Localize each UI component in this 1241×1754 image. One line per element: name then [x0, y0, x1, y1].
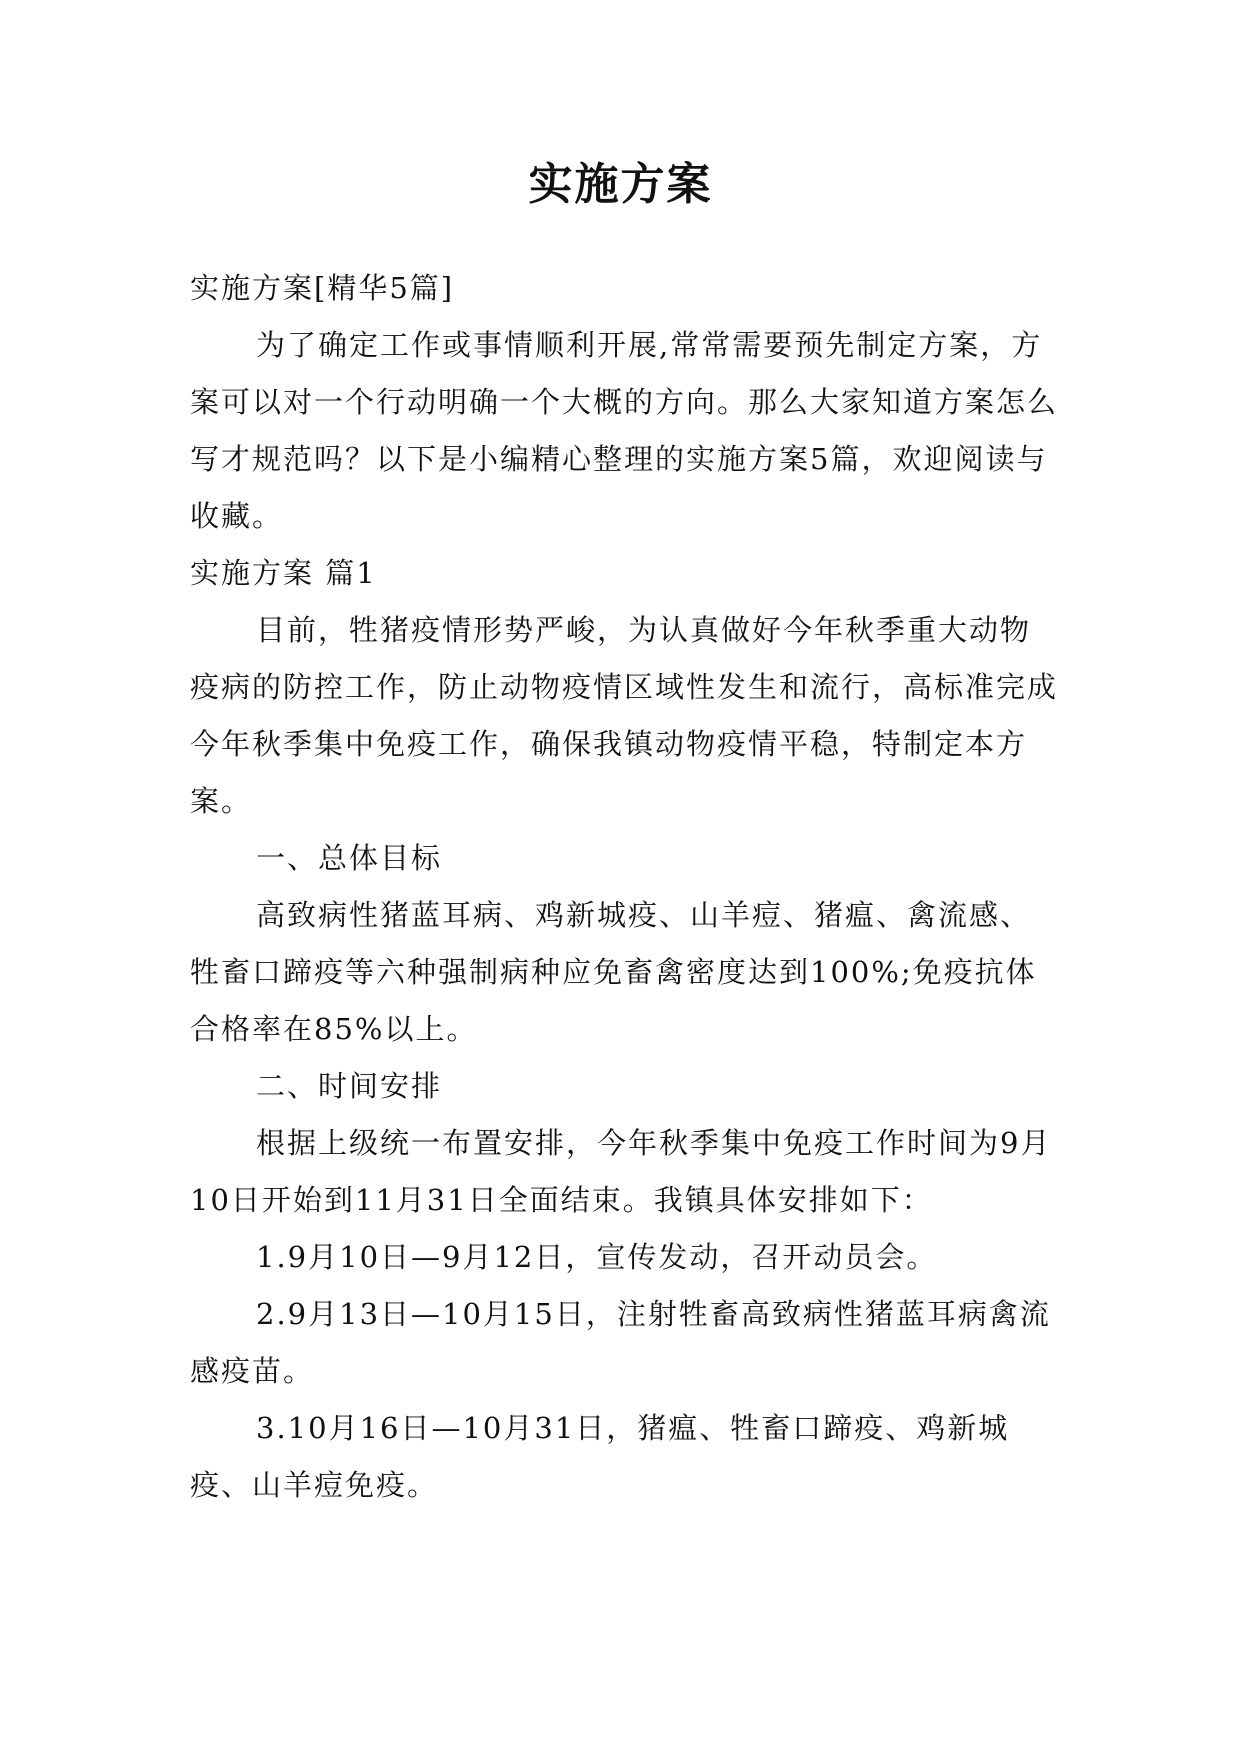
- schedule-item-3: 3.10月16日—10月31日，猪瘟、牲畜口蹄疫、鸡新城疫、山羊痘免疫。: [190, 1411, 1010, 1502]
- document-body: [190, 260, 1060, 1514]
- schedule-item-2: 2.9月13日—10月15日，注射牲畜高致病性猪蓝耳病禽流感疫苗。: [190, 1297, 1051, 1388]
- document-title: 实施方案: [528, 159, 713, 210]
- heading-time-schedule: 二、时间安排: [256, 1069, 443, 1103]
- background-paragraph: 目前，牲猪疫情形势严峻，为认真做好今年秋季重大动物疫病的防控工作，防止动物疫情区域性发生和流行，高标准完成今年秋季集中免疫工作，确保我镇动物疫情平稳，特制定本方案。: [190, 613, 1059, 818]
- schedule-item-1: 1.9月10日—9月12日，宣传发动，召开动员会。: [256, 1240, 938, 1274]
- intro-paragraph: 为了确定工作或事情顺利开展,常常需要预先制定方案，方案可以对一个行动明确一个大概的方向。那么大家知道方案怎么写才规范吗？以下是小编精心整理的实施方案5篇，欢迎阅读与收藏。: [190, 328, 1059, 533]
- schedule-paragraph: 根据上级统一布置安排，今年秋季集中免疫工作时间为9月10日开始到11月31日全面结束。我镇具体安排如下：: [190, 1126, 1052, 1217]
- goal-paragraph: 高致病性猪蓝耳病、鸡新城疫、山羊痘、猪瘟、禽流感、牲畜口蹄疫等六种强制病种应免畜禽密度达到100%;免疫抗体合格率在85%以上。: [190, 898, 1037, 1046]
- section-heading-part-1: 实施方案 篇1: [190, 556, 377, 590]
- heading-overall-goal: 一、总体目标: [256, 841, 443, 875]
- document-subtitle: 实施方案[精华5篇]: [190, 271, 455, 305]
